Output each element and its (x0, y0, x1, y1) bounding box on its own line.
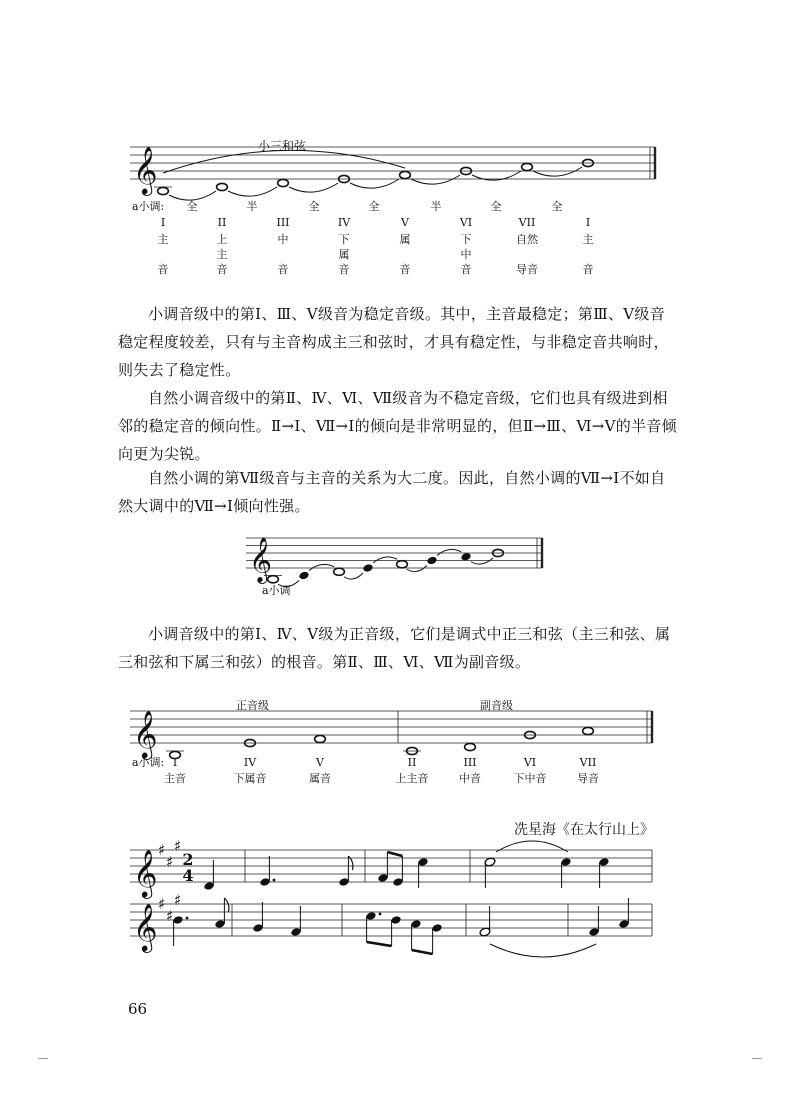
slur (350, 179, 399, 188)
degree-name: 音 (216, 263, 228, 276)
primary-degrees-label: 正音级 (236, 699, 269, 712)
key-label: a小调: (132, 200, 165, 213)
treble-clef-icon: 𝄞 (133, 144, 158, 194)
whole-note (315, 735, 326, 742)
crop-mark (38, 1058, 48, 1059)
degree-name: 属 (338, 248, 350, 261)
interval-label: 半 (246, 200, 258, 213)
treble-clef-icon: 𝄞 (133, 901, 158, 951)
degree-label: VII (579, 756, 597, 769)
whole-note (583, 727, 594, 734)
sharp-icon: ♯ (174, 891, 182, 909)
crop-mark (752, 1058, 762, 1059)
page-number: 66 (128, 1000, 148, 1018)
degree-name: 属 (399, 233, 411, 246)
staff (130, 145, 655, 200)
slur (490, 944, 596, 957)
whole-note (397, 561, 408, 568)
degree-name: 音 (277, 263, 289, 276)
degree-label: IV (243, 756, 257, 769)
degree-name-row (158, 262, 594, 276)
degree-name: 下中音 (513, 772, 547, 785)
slur (169, 191, 216, 200)
degree-name-row (158, 232, 594, 246)
degree-name: 下属音 (233, 772, 267, 785)
quarter-note (362, 563, 373, 573)
interval-label: 半 (430, 200, 442, 213)
staff (130, 709, 652, 760)
degree-label: VII (518, 216, 536, 229)
degree-label: I (585, 216, 591, 229)
degree-name: 音 (338, 263, 350, 276)
treble-clef-icon: 𝄞 (133, 847, 158, 897)
slur (437, 549, 461, 555)
slur (309, 564, 334, 570)
degree-label: V (401, 216, 409, 229)
degree-name: 主 (157, 233, 169, 246)
melody-notes (172, 841, 629, 957)
degree-name: 中 (460, 248, 472, 261)
key-label: a小调 (262, 584, 291, 597)
dot (273, 879, 276, 882)
degree-name: 上 (216, 233, 228, 246)
whole-note (465, 743, 476, 750)
staff (130, 891, 652, 953)
degree-label: III (276, 216, 290, 229)
slur (228, 187, 277, 196)
paragraph: 小调音级中的第Ⅰ、Ⅲ、Ⅴ级音为稳定音级。其中，主音最稳定；第Ⅲ、Ⅴ级音稳定程度较差，只有与主音构成主三和弦时，才具有稳定性，与非稳定音共响时，则失去了稳定性。 (118, 305, 669, 379)
slur (533, 167, 582, 176)
interval-label: 全 (308, 200, 320, 213)
sharp-icon: ♯ (158, 895, 166, 913)
beam (412, 950, 433, 954)
staff (246, 538, 542, 587)
degree-label: VI (523, 756, 537, 769)
flag (224, 898, 229, 912)
degree-name: 导音 (577, 772, 599, 785)
degree-name: 中 (277, 233, 289, 246)
music-example-scale-small (0, 530, 800, 605)
treble-clef-icon: 𝄞 (133, 708, 158, 758)
melody-attribution: 冼星海《在太行山上》 (514, 822, 654, 838)
degree-name-row (217, 247, 472, 261)
degree-label: I (172, 756, 178, 769)
music-example-scale-degrees (0, 130, 800, 280)
sharp-icon: ♯ (174, 837, 182, 855)
whole-note (217, 183, 228, 190)
sharp-icon: ♯ (158, 841, 166, 859)
interval-label: 全 (368, 200, 380, 213)
paragraph: 自然小调的第Ⅶ级音与主音的关系为大二度。因此，自然小调的Ⅶ→Ⅰ不如自然大调中的Ⅶ→Ⅰ倾向性强。 (118, 469, 666, 515)
paragraph: 自然小调音级中的第Ⅱ、Ⅳ、Ⅵ、Ⅶ级音为不稳定音级，它们也具有级进到相邻的稳定音的倾向性。Ⅱ→Ⅰ、Ⅶ→Ⅰ的倾向是非常明显的，但Ⅱ→Ⅲ、Ⅵ→Ⅴ的半音倾向更为尖锐。 (118, 389, 677, 463)
degree-name: 音 (582, 263, 594, 276)
slur (411, 175, 460, 184)
beam (387, 852, 402, 856)
degree-name: 音 (460, 263, 472, 276)
quarter-note (426, 556, 437, 566)
degree-name: 下 (338, 233, 350, 246)
degree-label: II (407, 756, 417, 769)
slur (407, 566, 427, 572)
whole-note (278, 179, 289, 186)
interval-label: 全 (490, 200, 502, 213)
degree-label: I (160, 216, 166, 229)
degree-label: VI (459, 216, 473, 229)
degree-name: 主 (582, 233, 594, 246)
degree-label: III (463, 756, 477, 769)
slur (163, 150, 405, 173)
degree-name: 导音 (516, 263, 538, 276)
degree-name: 音 (157, 263, 169, 276)
whole-note (522, 163, 533, 170)
sharp-icon: ♯ (166, 907, 174, 925)
degree-name: 自然 (516, 233, 538, 246)
quarter-note (298, 571, 309, 581)
slur (373, 557, 397, 563)
degree-name: 音 (399, 263, 411, 276)
music-example-melody (0, 818, 800, 958)
whole-note (334, 568, 345, 575)
beam (367, 942, 392, 946)
time-signature-denominator: 4 (182, 866, 194, 885)
interval-label: 全 (551, 200, 563, 213)
dot (186, 917, 189, 920)
whole-note (400, 171, 411, 178)
degree-name: 主 (216, 248, 228, 261)
degree-label: IV (337, 216, 351, 229)
slur (471, 558, 493, 564)
interval-label: 全 (186, 200, 198, 213)
paragraph: 小调音级中的第Ⅰ、Ⅳ、Ⅴ级为正音级，它们是调式中正三和弦（主三和弦、属三和弦和下属三和弦）的根音。第Ⅱ、Ⅲ、Ⅵ、Ⅶ为副音级。 (118, 625, 671, 671)
whole-note (158, 187, 169, 194)
secondary-degrees-label: 副音级 (480, 699, 513, 712)
degree-row (173, 756, 597, 769)
key-label: a小调: (132, 756, 165, 769)
chord-label: 小三和弦 (258, 139, 307, 153)
dot (379, 913, 382, 916)
slur (344, 573, 363, 579)
music-example-primary-secondary (0, 695, 800, 795)
degree-name-row (164, 771, 599, 785)
degree-label: II (217, 216, 227, 229)
degree-name: 主音 (164, 772, 186, 785)
degree-name: 属音 (309, 772, 331, 785)
sharp-icon: ♯ (166, 853, 174, 871)
interval-row (187, 199, 563, 213)
degree-name: 中音 (459, 772, 481, 785)
degree-row (161, 216, 590, 229)
time-signature-numerator: 2 (182, 850, 194, 869)
degree-name: 上主音 (395, 772, 429, 785)
treble-clef-icon: 𝄞 (249, 537, 273, 583)
slur (289, 183, 338, 192)
degree-name: 下 (460, 233, 472, 246)
degree-label: V (316, 756, 324, 769)
